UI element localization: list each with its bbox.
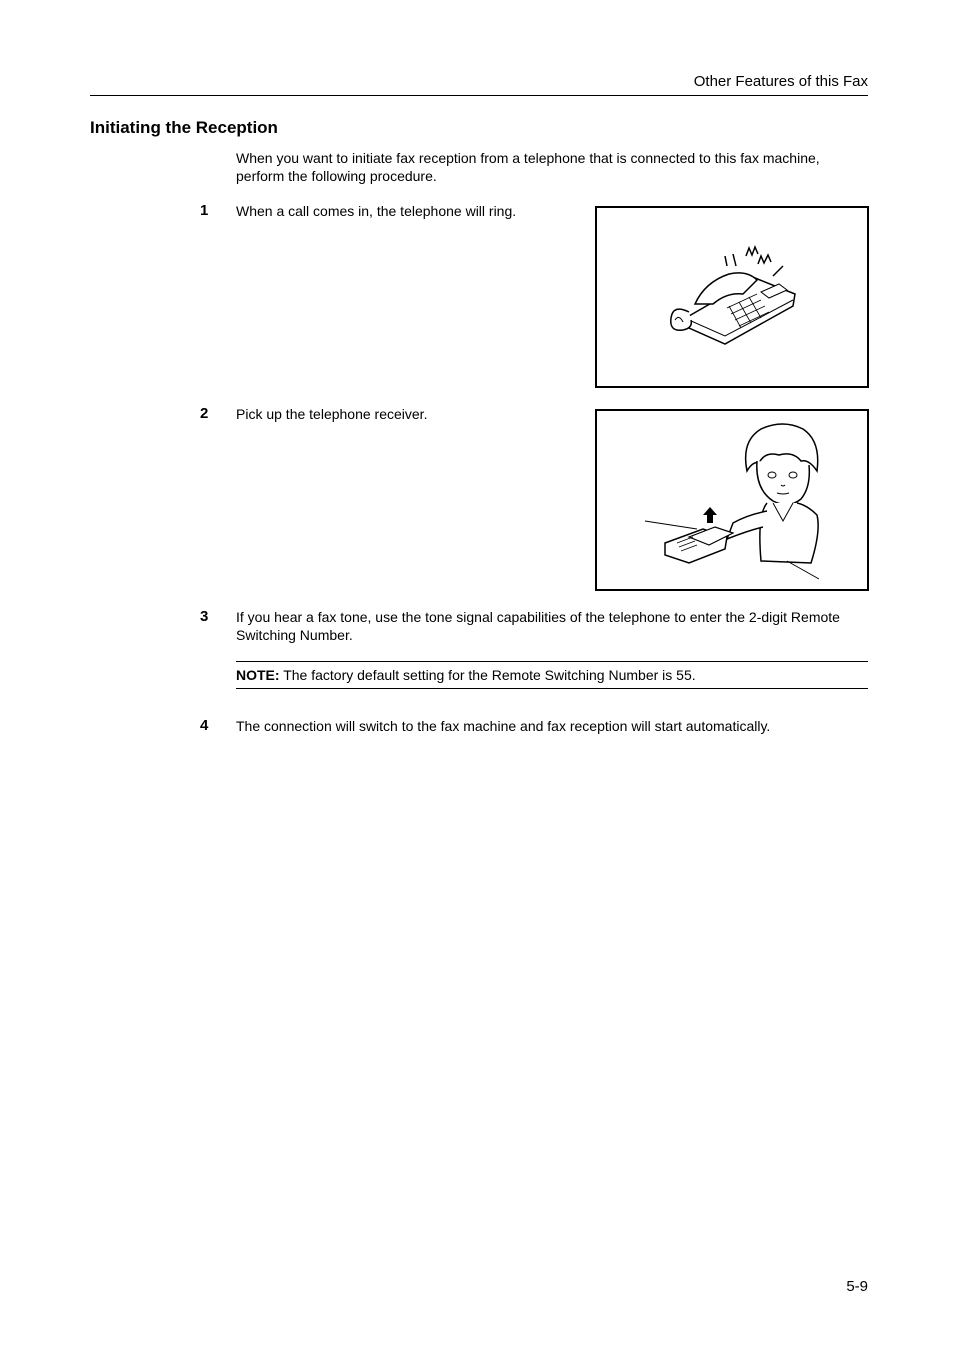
person-picking-up-receiver-illustration: [595, 409, 869, 591]
ringing-telephone-illustration: [595, 206, 869, 388]
running-header: Other Features of this Fax: [693, 73, 868, 90]
step-1-text: When a call comes in, the telephone will ring.: [236, 203, 517, 219]
note-text: The factory default setting for the Remote Switching Number is 55.: [279, 667, 696, 683]
step-4-text: The connection will switch to the fax machine and fax reception will start automatically.: [236, 718, 771, 734]
step-3-number: 3: [200, 608, 209, 625]
step-3-text: If you hear a fax tone, use the tone signal capabilities of the telephone to enter the 2-digit Remote Switching Number.: [236, 609, 840, 643]
ringing-telephone-icon: [597, 208, 867, 386]
intro-paragraph: When you want to initiate fax reception from a telephone that is connected to this fax machine, perform the following procedure.: [236, 150, 820, 184]
step-2-text: Pick up the telephone receiver.: [236, 406, 428, 422]
step-2-number: 2: [200, 405, 209, 422]
step-4-number: 4: [200, 717, 209, 734]
note-box: [236, 661, 868, 689]
step-1-number: 1: [200, 202, 209, 219]
page-number: 5-9: [846, 1278, 868, 1295]
header-rule: [90, 95, 868, 96]
note-label: NOTE:: [236, 667, 280, 683]
person-lifting-receiver-icon: [597, 411, 867, 589]
section-title: Initiating the Reception: [90, 118, 278, 137]
